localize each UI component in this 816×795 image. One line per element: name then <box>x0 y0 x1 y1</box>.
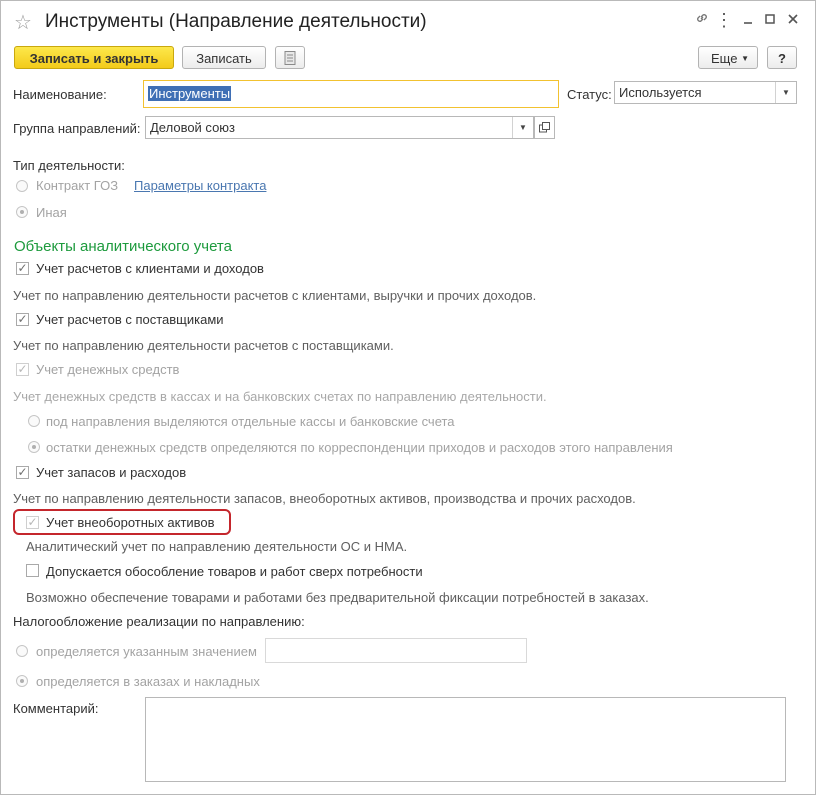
chevron-down-icon[interactable]: ▼ <box>512 117 533 138</box>
section-title: Объекты аналитического учета <box>14 238 232 255</box>
clients-description: Учет по направлению деятельности расчетов с клиентами, выручки и прочих доходов. <box>13 288 537 303</box>
chevron-down-icon[interactable]: ▼ <box>775 82 796 103</box>
maximize-icon[interactable] <box>759 9 781 31</box>
open-group-button[interactable] <box>534 116 555 139</box>
window-title: Инструменты (Направление деятельности) <box>45 11 427 32</box>
group-select[interactable] <box>145 116 534 139</box>
radio-tax-value-label: определяется указанным значением <box>36 644 257 659</box>
radio-money-separate[interactable] <box>28 415 40 427</box>
help-button[interactable]: ? <box>767 46 797 69</box>
radio-tax-orders[interactable] <box>16 675 28 687</box>
fixed-assets-description: Аналитический учет по направлению деятельности ОС и НМА. <box>26 539 408 554</box>
checkbox-separation[interactable] <box>26 564 39 577</box>
contract-params-link[interactable]: Параметры контракта <box>134 178 267 193</box>
radio-money-correspondence-label: остатки денежных средств определяются по корреспонденции приходов и расходов этого направления <box>46 440 673 455</box>
checkbox-suppliers-label: Учет расчетов с поставщиками <box>36 312 224 327</box>
more-menu-icon[interactable]: ⋮ <box>715 10 733 30</box>
name-value: Инструменты <box>149 86 231 101</box>
status-select[interactable] <box>614 81 797 104</box>
checkbox-money[interactable]: ✓ <box>17 362 28 376</box>
group-label: Группа направлений: <box>13 121 141 136</box>
link-icon[interactable] <box>691 9 713 31</box>
close-icon[interactable] <box>782 9 804 31</box>
checkbox-clients[interactable]: ✓ <box>17 261 28 275</box>
save-button[interactable]: Записать <box>182 46 266 69</box>
save-and-close-button[interactable]: Записать и закрыть <box>14 46 174 69</box>
open-icon <box>539 121 550 136</box>
status-value: Используется <box>619 85 702 100</box>
money-description: Учет денежных средств в кассах и на банковских счетах по направлению деятельности. <box>13 389 547 404</box>
checkbox-suppliers[interactable]: ✓ <box>17 312 28 326</box>
chevron-down-icon: ▼ <box>741 54 749 63</box>
tax-value-input[interactable] <box>265 638 527 663</box>
checkbox-stock-label: Учет запасов и расходов <box>36 465 187 480</box>
checkbox-separation-label: Допускается обособление товаров и работ сверх потребности <box>46 564 423 579</box>
radio-other[interactable] <box>16 206 28 218</box>
radio-money-correspondence[interactable] <box>28 441 40 453</box>
suppliers-description: Учет по направлению деятельности расчетов с поставщиками. <box>13 338 394 353</box>
minimize-icon[interactable] <box>737 9 759 31</box>
activity-type-label: Тип деятельности: <box>13 158 125 173</box>
radio-money-separate-label: под направления выделяются отдельные кассы и банковские счета <box>46 414 455 429</box>
favorite-star-icon[interactable]: ☆ <box>14 12 32 34</box>
checkbox-money-label: Учет денежных средств <box>36 362 180 377</box>
more-button-label: Еще <box>711 51 738 66</box>
radio-other-label: Иная <box>36 205 67 220</box>
checkbox-fixed-assets-label: Учет внеоборотных активов <box>46 515 215 530</box>
radio-tax-value[interactable] <box>16 645 28 657</box>
group-value: Деловой союз <box>150 120 236 135</box>
checkbox-clients-label: Учет расчетов с клиентами и доходов <box>36 261 264 276</box>
radio-contract[interactable] <box>16 180 28 192</box>
report-button[interactable] <box>275 46 305 69</box>
more-button[interactable] <box>698 46 758 69</box>
checkbox-fixed-assets[interactable]: ✓ <box>27 515 38 529</box>
radio-contract-label: Контракт ГОЗ <box>36 178 119 193</box>
separation-description: Возможно обеспечение товарами и работами без предварительной фиксации потребностей в заказах. <box>26 590 649 605</box>
radio-tax-orders-label: определяется в заказах и накладных <box>36 674 260 689</box>
document-list-icon <box>284 53 296 68</box>
tax-label: Налогообложение реализации по направлению: <box>13 614 305 629</box>
stock-description: Учет по направлению деятельности запасов, внеоборотных активов, производства и прочих расходов. <box>13 491 636 506</box>
comment-label: Комментарий: <box>13 701 99 716</box>
name-label: Наименование: <box>13 87 107 102</box>
checkbox-stock[interactable]: ✓ <box>17 465 28 479</box>
comment-textarea[interactable] <box>145 697 786 782</box>
name-input[interactable] <box>143 80 559 108</box>
status-label: Статус: <box>567 87 612 102</box>
